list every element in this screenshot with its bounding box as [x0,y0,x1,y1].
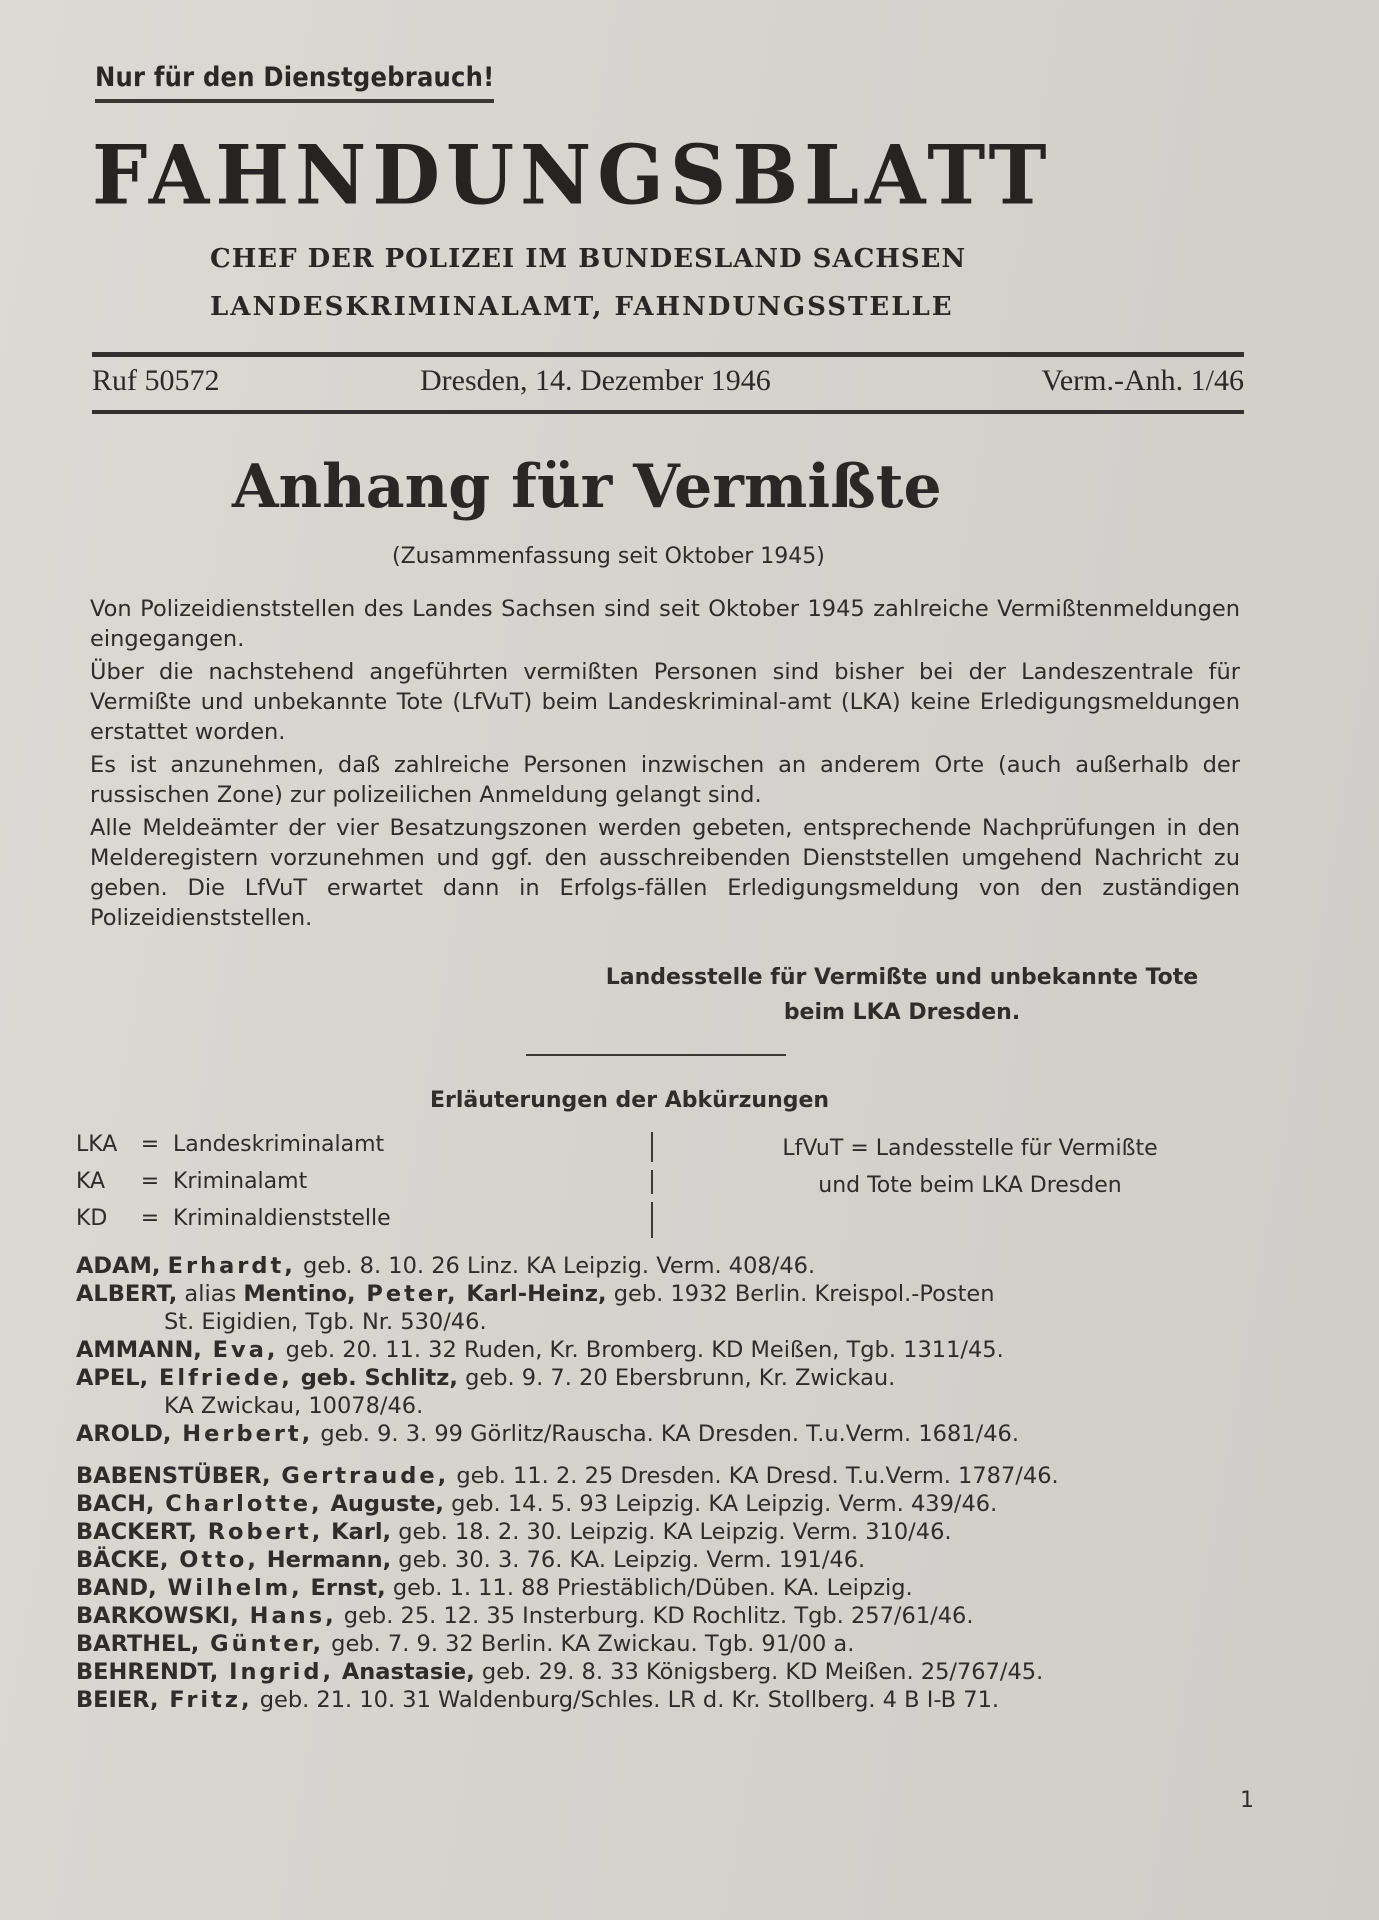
list-item [76,1420,1256,1448]
abbr: LfVuT [782,1136,844,1161]
given-name: Fritz, [158,1687,253,1713]
spacer [76,1448,1256,1462]
column-divider [651,1132,653,1162]
reference-number: Verm.-Anh. 1/46 [1041,364,1244,397]
surname: BACH, [76,1491,155,1517]
abbr: LKA [76,1132,118,1157]
given-name: Elfriede, [148,1365,293,1391]
entry-details: geb. 1932 Berlin. Kreispol.-Posten [606,1281,995,1307]
surname: AROLD, [76,1421,172,1447]
entry-details: geb. 21. 10. 31 Waldenburg/Schles. LR d. Kr. Stollberg. 4 B I-B 71. [252,1687,1000,1713]
second-name: Karl-Heinz, [458,1281,607,1307]
surname: APEL, [76,1365,149,1391]
list-item [76,1518,1256,1546]
abbreviation-row [76,1126,391,1163]
list-item-continuation [76,1308,1256,1336]
given-name: Otto, [168,1547,259,1573]
entry-details: geb. 20. 11. 32 Ruden, Kr. Bromberg. KD Meißen, Tgb. 1311/45. [278,1337,1004,1363]
surname: BEIER, [76,1687,159,1713]
page-number: 1 [1240,1788,1254,1813]
abbr-meaning: Kriminaldienststelle [173,1206,391,1231]
entry-details: geb. 14. 5. 93 Leipzig. KA Leipzig. Verm. 439/46. [443,1491,998,1517]
signature-line-2: beim LKA Dresden. [783,1000,1021,1025]
abbr-meaning: Kriminalamt [173,1169,308,1194]
given-name: Eva, [201,1337,279,1363]
entry-details: geb. 29. 8. 33 Königsberg. KD Meißen. 25/767/45. [474,1659,1044,1685]
given-name: Ingrid, [218,1659,335,1685]
issuer-line-2: LANDESKRIMINALAMT, FAHNDUNGSSTELLE [210,292,954,322]
given-name: Günter, [199,1631,325,1657]
entry-details: geb. 11. 2. 25 Dresden. KA Dresd. T.u.Verm. 1787/46. [449,1463,1059,1489]
list-item [76,1252,1256,1280]
abbr: KD [76,1206,108,1231]
list-item [76,1490,1256,1518]
phone-number: Ruf 50572 [92,364,220,397]
second-name: Anastasie, [334,1659,475,1685]
abbreviations-title: Erläuterungen der Abkürzungen [430,1088,830,1113]
abbreviation-row [76,1163,391,1200]
header-rule-top [92,352,1244,357]
surname: BEHRENDT, [76,1659,219,1685]
entry-details: geb. 30. 3. 76. KA. Leipzig. Verm. 191/46. [391,1547,866,1573]
separator: = [850,1136,869,1161]
surname: BABENSTÜBER, [76,1463,271,1489]
second-name: Auguste, [322,1491,444,1517]
separator: = [140,1169,160,1194]
masthead-title: FAHNDUNGSBLATT [92,128,1053,224]
alias-name: Mentino, [243,1281,356,1307]
given-name: Herbert, [171,1421,314,1447]
missing-persons-list [76,1252,1256,1714]
paragraph: Es ist anzunehmen, daß zahlreiche Personen inzwischen an anderem Orte (auch außerhalb der russischen Zone) zur polizeilichen Anmeldung gelangt sind. [90,752,1240,808]
issuer-line-1: CHEF DER POLIZEI IM BUNDESLAND SACHSEN [210,244,967,274]
list-item [76,1574,1256,1602]
abbreviation-row [76,1200,391,1237]
surname: BÄCKE, [76,1547,169,1573]
list-item [76,1462,1256,1490]
entry-details: geb. 9. 7. 20 Ebersbrunn, Kr. Zwickau. [457,1365,896,1391]
surname: ALBERT, [76,1281,178,1307]
given-name: Erhardt, [167,1253,296,1279]
entry-details: St. Eigidien, Tgb. Nr. 530/46. [164,1309,487,1335]
abbreviation-row [690,1130,1250,1167]
surname: BARKOWSKI, [76,1603,239,1629]
entry-details: geb. 25. 12. 35 Insterburg. KD Rochlitz. Tgb. 257/61/46. [336,1603,974,1629]
list-item [76,1658,1256,1686]
abbr-meaning: Landeskriminalamt [173,1132,385,1157]
abbr-meaning: Landesstelle für Vermißte [875,1136,1158,1161]
list-item-continuation [76,1392,1256,1420]
intro-text [90,594,1240,936]
header-rule-bottom [92,410,1244,414]
given-name: Robert, [196,1519,324,1545]
list-item [76,1686,1256,1714]
surname: BACKERT, [76,1519,197,1545]
entry-details: KA Zwickau, 10078/46. [164,1393,424,1419]
given-name: Peter, [355,1281,459,1307]
restriction-notice: Nur für den Dienstgebrauch! [95,62,494,103]
section-divider [526,1054,786,1056]
list-item [76,1546,1256,1574]
list-item [76,1364,1256,1392]
second-name: Hermann, [258,1547,392,1573]
second-name: Karl, [323,1519,392,1545]
column-divider [651,1170,653,1194]
entry-details: geb. 7. 9. 32 Berlin. KA Zwickau. Tgb. 91/00 a. [324,1631,855,1657]
surname: BAND, [76,1575,157,1601]
separator: = [140,1206,160,1231]
second-name: Ernst, [302,1575,386,1601]
given-name: Gertraude, [270,1463,450,1489]
column-divider [651,1202,653,1238]
paragraph: Über die nachstehend angeführten vermißten Personen sind bisher bei der Landeszentrale für Vermißte und unbekannte Tote (LfVuT) beim Landeskriminal-amt (LKA) keine Erledigungsmeldungen erstattet worden. [90,659,1240,745]
list-item [76,1280,1256,1308]
abbr: KA [76,1169,106,1194]
given-name: Wilhelm, [156,1575,303,1601]
second-name: geb. Schlitz, [292,1365,458,1391]
entry-details: geb. 1. 11. 88 Priestäblich/Düben. KA. Leipzig. [385,1575,913,1601]
list-item [76,1602,1256,1630]
signature-line-1: Landesstelle für Vermißte und unbekannte Tote [605,965,1199,990]
abbreviations-right [690,1130,1250,1204]
abbreviations-left [76,1126,391,1237]
alias-label: alias [177,1281,244,1307]
surname: ADAM, [76,1253,161,1279]
paragraph: Alle Meldeämter der vier Besatzungszonen werden gebeten, entsprechende Nachprüfungen in den Melderegistern vorzunehmen und ggf. den ausschreibenden Dienststellen umgehend Nachricht zu geben. Die LfVuT erwartet dann in Erfolgs-fällen Erledigungsmeldung von den zuständigen Polizeidienststellen. [90,815,1240,931]
entry-details: geb. 18. 2. 30. Leipzig. KA Leipzig. Verm. 310/46. [391,1519,952,1545]
signature-block [552,960,1252,1030]
given-name: Hans, [238,1603,337,1629]
given-name: Charlotte, [154,1491,323,1517]
abbr-meaning-cont: und Tote beim LKA Dresden [818,1173,1122,1198]
place-date: Dresden, 14. Dezember 1946 [420,364,771,397]
surname: AMMANN, [76,1337,202,1363]
page-title: Anhang für Vermißte [232,452,942,522]
paragraph: Von Polizeidienststellen des Landes Sachsen sind seit Oktober 1945 zahlreiche Vermißtenmeldungen eingegangen. [90,596,1240,652]
page-subtitle: (Zusammenfassung seit Oktober 1945) [392,544,825,569]
entry-details: geb. 9. 3. 99 Görlitz/Rauscha. KA Dresden. T.u.Verm. 1681/46. [313,1421,1019,1447]
list-item [76,1336,1256,1364]
entry-details: geb. 8. 10. 26 Linz. KA Leipzig. Verm. 408/46. [295,1253,816,1279]
separator: = [140,1132,160,1157]
list-item [76,1630,1256,1658]
surname: BARTHEL, [76,1631,200,1657]
